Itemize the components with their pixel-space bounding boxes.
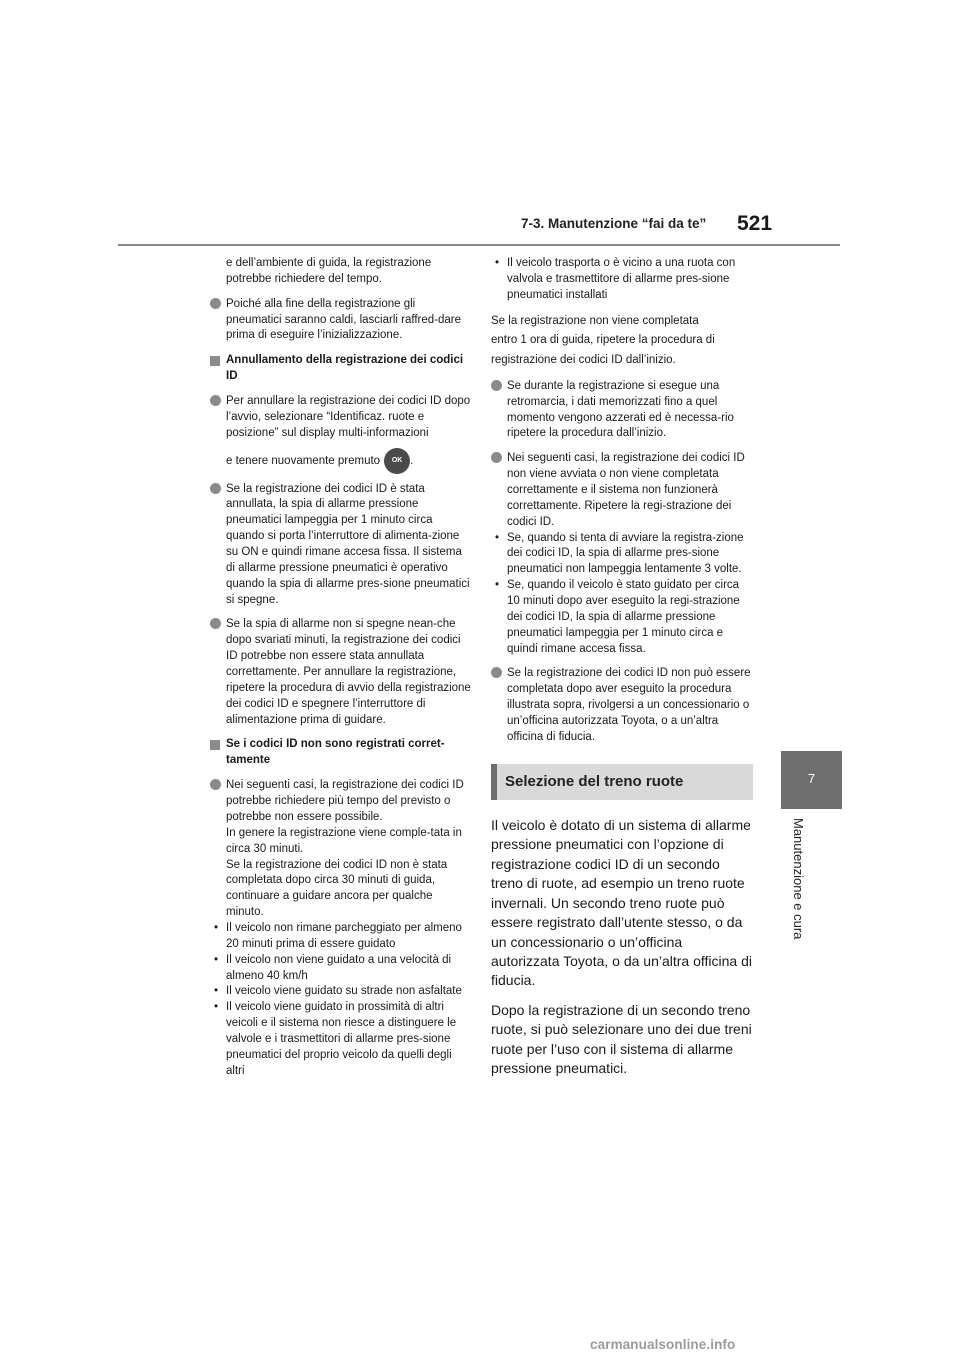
chapter-side-title <box>788 818 810 968</box>
right-column <box>491 256 753 1089</box>
ok-instruction-text: e tenere nuovamente premuto <box>226 454 381 467</box>
list-item-text: Il veicolo viene guidato su strade non asfaltate <box>226 985 462 998</box>
bullet-paragraph <box>210 778 472 921</box>
bullet-circle-icon <box>210 483 221 494</box>
plain-line: entro 1 ora di guida, ripetere la procedura di <box>491 334 715 347</box>
bullet-paragraph <box>210 482 472 609</box>
list-dot: • <box>495 579 500 592</box>
chapter-tab <box>781 751 842 809</box>
list-dot: • <box>214 985 219 998</box>
list-item-text: Se, quando il veicolo è stato guidato per circa 10 minuti dopo aver eseguito la regi-strazione dei codici ID, la spia di allarme pressione pneumatici lampeggia per 1 minuto circa e quindi rimane accesa fissa. <box>507 579 740 655</box>
ok-instruction <box>226 448 472 474</box>
bullet-circle-icon <box>491 452 502 463</box>
body-paragraph: Dopo la registrazione di un secondo treno ruote, si può selezionare uno dei due treni ruote per l’uso con il sistema di allarme pressione pneumatici. <box>491 1001 752 1077</box>
list-item-text: Il veicolo non rimane parcheggiato per almeno 20 minuti prima di essere guidato <box>226 921 462 950</box>
bullet-circle-icon <box>210 395 221 406</box>
list-item <box>491 531 753 579</box>
bullet-paragraph <box>210 394 472 442</box>
list-item <box>210 984 472 1000</box>
chapter-title-text: Manutenzione e cura <box>791 818 806 940</box>
list-item <box>210 953 472 985</box>
bullet-text: Poiché alla fine della registrazione gli pneumatici saranno caldi, lasciarli raffred-dare prima di eseguire l’inizializzazione. <box>226 297 462 342</box>
header-divider <box>118 244 840 246</box>
footer-watermark: carmanualsonline.info <box>590 1337 736 1352</box>
list-item <box>210 921 472 953</box>
section-title-bar <box>491 764 497 800</box>
bullet-text-line: In genere la registrazione viene comple-tata in circa 30 minuti. <box>226 826 462 855</box>
bullet-circle-icon <box>491 380 502 391</box>
bullet-text: Per annullare la registrazione dei codici ID dopo l’avvio, selezionare “Identificaz. ruote e posizione” sul display multi-informazioni <box>226 395 471 439</box>
bullet-text: Nei seguenti casi, la registrazione dei codici ID potrebbe richiedere più tempo del previsto o potrebbe non essere possibile. <box>226 779 464 823</box>
subheading <box>210 737 472 769</box>
subheading <box>210 353 472 385</box>
bullet-paragraph <box>491 379 753 442</box>
bullet-text: Se la registrazione dei codici ID è stata annullata, la spia di allarme pressione pneumatici lampeggia per 1 minuto circa quando si porta l’interruttore di alimenta-zione su ON e quindi rimane accesa fissa. Il sistema di allarme pressione pneumatici è operativo quando la spia di allarme pres-sione pneumatici si spegne. <box>226 482 470 606</box>
subheading-text: Annullamento della registrazione dei codici ID <box>226 354 464 383</box>
ok-button-icon: OK <box>384 448 410 474</box>
list-item-text: Se, quando si tenta di avviare la registra-zione dei codici ID, la spia di allarme pres-sione pneumatici non lampeggia lentamente 3 volte. <box>507 531 744 576</box>
ok-instruction-end: . <box>410 454 414 467</box>
list-item <box>491 256 753 304</box>
subheading-text: Se i codici ID non sono registrati corret-tamente <box>226 738 445 767</box>
list-item-text: Il veicolo viene guidato in prossimità di altri veicoli e il sistema non riesce a distinguere le valvole e i trasmettitori di allarme pres-sione pneumatici del proprio veicolo da quelli degli altri <box>226 1001 457 1077</box>
list-item-text: Il veicolo trasporta o è vicino a una ruota con valvola e trasmettitore di allarme pres-sione pneumatici installati <box>507 257 736 301</box>
bullet-circle-icon <box>491 667 502 678</box>
list-item <box>210 1000 472 1079</box>
body-paragraph: Il veicolo è dotato di un sistema di allarme pressione pneumatici con l’opzione di registrazione codici ID di un secondo treno di ruote, ad esempio un treno ruote invernali. Un secondo treno ruote può essere registrato dall’utente stesso, o da un concessionario o un’officina autorizzata Toyota, o da un’altra officina di fiducia. <box>491 816 752 989</box>
list-dot: • <box>214 921 219 934</box>
list-dot: • <box>214 1001 219 1014</box>
page-number: 521 <box>737 212 773 235</box>
bullet-paragraph <box>491 666 753 745</box>
chapter-number: 7 <box>807 771 816 786</box>
bullet-paragraph <box>210 617 472 728</box>
list-dot: • <box>495 531 500 544</box>
paragraph: e dell’ambiente di guida, la registrazione potrebbe richiedere del tempo. <box>226 257 432 285</box>
bullet-text: Se durante la registrazione si esegue una retromarcia, i dati memorizzati fino a quel momento vengono azzerati ed è necessa-rio ripetere la procedura dall’inizio. <box>507 379 734 440</box>
left-column <box>210 256 472 1080</box>
section-title-box <box>491 764 753 800</box>
square-bullet-icon <box>210 356 220 366</box>
bullet-text-line: Se la registrazione dei codici ID non è stata completata dopo circa 30 minuti di guida, continuare a guidare ancora per qualche minuto. <box>226 858 448 919</box>
list-item <box>491 578 753 657</box>
bullet-text: Se la registrazione dei codici ID non può essere completata dopo aver eseguito la procedura illustrata sopra, rivolgersi a un concessionario o un’officina autorizzata Toyota, o a un’altra officina di fiducia. <box>507 667 751 743</box>
bullet-paragraph <box>491 451 753 530</box>
section-title: Selezione del treno ruote <box>505 773 684 791</box>
list-dot: • <box>214 953 219 966</box>
plain-line: Se la registrazione non viene completata <box>491 314 699 327</box>
bullet-circle-icon <box>210 618 221 629</box>
list-dot: • <box>495 257 500 269</box>
list-item-text: Il veicolo non viene guidato a una velocità di almeno 40 km/h <box>226 953 452 982</box>
bullet-paragraph <box>210 297 472 345</box>
section-header: 7-3. Manutenzione “fai da te” <box>521 216 707 231</box>
bullet-text: Se la spia di allarme non si spegne nean-che dopo svariati minuti, la registrazione dei codici ID potrebbe non essere stata annullata correttamente. Per annullare la registrazione, ripetere la procedura di avvio della registrazione dei codici ID e spegnere l’interruttore di alimentazione prima di guidare. <box>226 618 471 726</box>
plain-line: registrazione dei codici ID dall’inizio. <box>491 354 676 367</box>
bullet-text: Nei seguenti casi, la registrazione dei codici ID non viene avviata o non viene completata correttamente e il sistema non funzionerà correttamente. Ripetere la regi-strazione dei codici ID. <box>507 452 745 528</box>
square-bullet-icon <box>210 740 220 750</box>
bullet-circle-icon <box>210 298 221 309</box>
bullet-circle-icon <box>210 779 221 790</box>
